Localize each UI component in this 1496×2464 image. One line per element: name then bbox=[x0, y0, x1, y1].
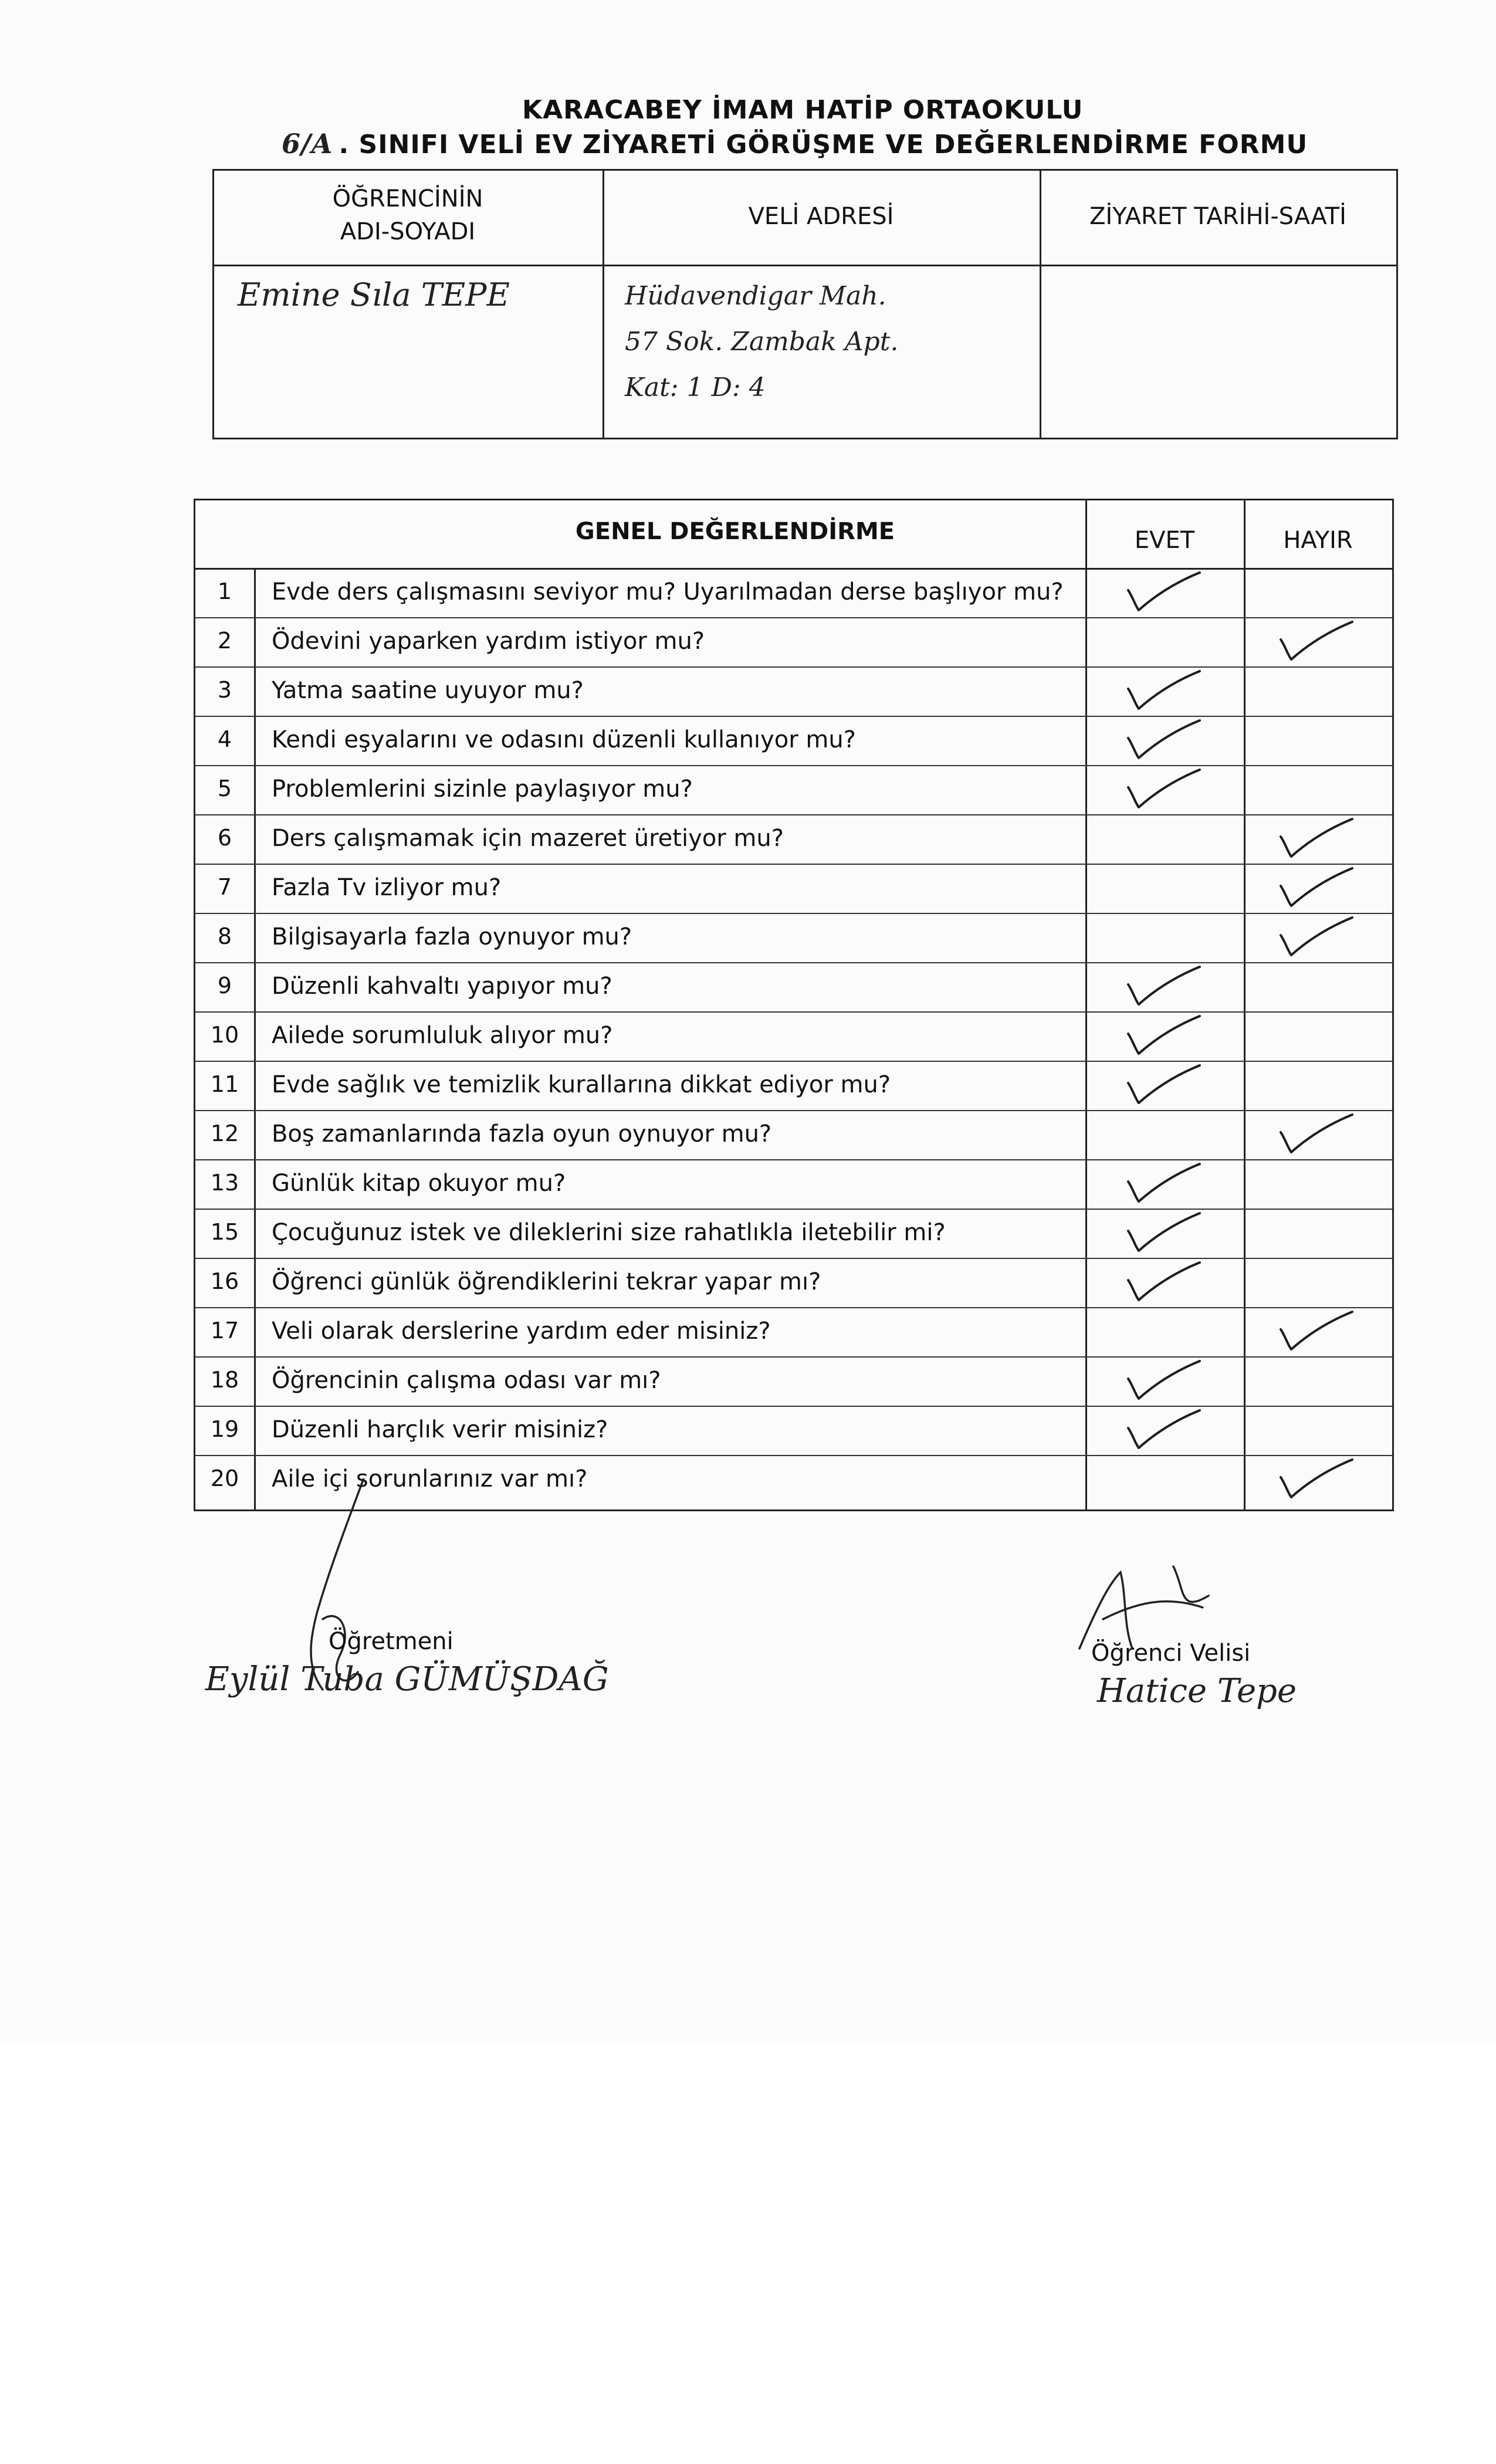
checkmark-yes-icon bbox=[1122, 956, 1204, 1009]
checkmark-no-icon bbox=[1275, 808, 1357, 861]
row-number: 8 bbox=[217, 923, 232, 949]
checkmark-stroke bbox=[1128, 1263, 1200, 1300]
checkmark-stroke bbox=[1128, 573, 1200, 610]
row-question: Düzenli harçlık verir misiniz? bbox=[272, 1416, 608, 1443]
evaluation-title: GENEL DEĞERLENDİRME bbox=[575, 518, 895, 545]
evaluation-row bbox=[195, 1307, 1392, 1358]
evaluation-row bbox=[195, 1209, 1392, 1259]
row-question: Ders çalışmamak için mazeret üretiyor mu? bbox=[272, 825, 784, 852]
checkmark-stroke bbox=[1281, 1460, 1352, 1497]
row-number: 6 bbox=[217, 825, 232, 851]
row-question: Günlük kitap okuyor mu? bbox=[272, 1170, 566, 1197]
evaluation-row bbox=[195, 913, 1392, 963]
checkmark-yes-icon bbox=[1122, 1400, 1204, 1453]
checkmark-yes-icon bbox=[1122, 1006, 1204, 1058]
checkmark-no-icon bbox=[1275, 1301, 1357, 1354]
checkmark-yes-icon bbox=[1122, 1351, 1204, 1403]
evaluation-header bbox=[195, 500, 1392, 570]
parent-label: Öğrenci Velisi bbox=[1091, 1640, 1251, 1667]
row-question: Veli olarak derslerine yardım eder misiniz? bbox=[272, 1318, 771, 1345]
row-question: Aile içi sorunlarınız var mı? bbox=[272, 1465, 588, 1492]
checkmark-stroke bbox=[1128, 770, 1200, 807]
row-question: Öğrencinin çalışma odası var mı? bbox=[272, 1367, 661, 1394]
checkmark-yes-icon bbox=[1122, 562, 1204, 615]
row-number: 17 bbox=[210, 1318, 239, 1343]
address-line-1: Hüdavendigar Mah. bbox=[625, 281, 886, 311]
evaluation-row bbox=[195, 1159, 1392, 1210]
row-number: 7 bbox=[217, 874, 232, 900]
header-parent-address: VELİ ADRESİ bbox=[748, 203, 894, 230]
row-number: 13 bbox=[210, 1170, 239, 1196]
row-number: 9 bbox=[217, 973, 232, 999]
row-question: Öğrenci günlük öğrendiklerini tekrar yapar mı? bbox=[272, 1268, 821, 1295]
row-question: Kendi eşyalarını ve odasını düzenli kullanıyor mu? bbox=[272, 726, 856, 753]
general-evaluation-table bbox=[194, 499, 1394, 1511]
row-number: 12 bbox=[210, 1121, 239, 1146]
address-line-3: Kat: 1 D: 4 bbox=[625, 373, 766, 402]
row-question: Bilgisayarla fazla oynuyor mu? bbox=[272, 923, 632, 950]
checkmark-stroke bbox=[1128, 1164, 1200, 1201]
row-number: 20 bbox=[210, 1465, 239, 1491]
row-number: 18 bbox=[210, 1367, 239, 1393]
row-number: 5 bbox=[217, 776, 232, 801]
checkmark-stroke bbox=[1128, 671, 1200, 709]
teacher-label: Öğretmeni bbox=[329, 1628, 453, 1655]
evaluation-row bbox=[195, 716, 1392, 766]
checkmark-yes-icon bbox=[1122, 1203, 1204, 1255]
evaluation-row bbox=[195, 617, 1392, 668]
row-question: Ödevini yaparken yardım istiyor mu? bbox=[272, 628, 705, 655]
school-name: KARACABEY İMAM HATİP ORTAOKULU bbox=[522, 95, 1084, 125]
checkmark-stroke bbox=[1128, 1410, 1200, 1448]
header-visit-datetime: ZİYARET TARİHİ-SAATİ bbox=[1089, 203, 1346, 230]
evaluation-row bbox=[195, 1110, 1392, 1160]
checkmark-yes-icon bbox=[1122, 661, 1204, 713]
evaluation-row bbox=[195, 1061, 1392, 1111]
checkmark-no-icon bbox=[1275, 858, 1357, 911]
row-number: 3 bbox=[217, 677, 232, 703]
checkmark-yes-icon bbox=[1122, 759, 1204, 812]
class-handwritten: 6/A bbox=[282, 128, 333, 160]
row-number: 15 bbox=[210, 1219, 239, 1245]
checkmark-stroke bbox=[1281, 819, 1352, 857]
row-number: 1 bbox=[217, 578, 232, 604]
no-column-header: HAYIR bbox=[1283, 527, 1353, 554]
header-student-name: ÖĞRENCİNİN ADI-SOYADI bbox=[332, 185, 483, 245]
evaluation-row bbox=[195, 814, 1392, 865]
row-question: Düzenli kahvaltı yapıyor mu? bbox=[272, 973, 612, 1000]
row-number: 2 bbox=[217, 628, 232, 654]
evaluation-row bbox=[195, 1011, 1392, 1062]
checkmark-yes-icon bbox=[1122, 1252, 1204, 1305]
checkmark-stroke bbox=[1128, 967, 1200, 1004]
checkmark-stroke bbox=[1128, 1065, 1200, 1103]
checkmark-stroke bbox=[1281, 1115, 1352, 1152]
checkmark-yes-icon bbox=[1122, 1055, 1204, 1108]
row-question: Ailede sorumluluk alıyor mu? bbox=[272, 1022, 613, 1049]
checkmark-no-icon bbox=[1275, 611, 1357, 664]
checkmark-no-icon bbox=[1275, 1104, 1357, 1157]
row-question: Evde ders çalışmasını seviyor mu? Uyarılmadan derse başlıyor mu? bbox=[272, 578, 1064, 605]
evaluation-row bbox=[195, 962, 1392, 1013]
form-title-text: . SINIFI VELİ EV ZİYARETİ GÖRÜŞME VE DEĞERLENDİRME FORMU bbox=[339, 130, 1308, 160]
row-question: Çocuğunuz istek ve dileklerini size rahatlıkla iletebilir mi? bbox=[272, 1219, 946, 1246]
row-question: Fazla Tv izliyor mu? bbox=[272, 874, 502, 901]
yes-column-header: EVET bbox=[1134, 527, 1195, 554]
parent-address-value bbox=[625, 273, 1030, 411]
row-number: 4 bbox=[217, 726, 232, 752]
row-question: Yatma saatine uyuyor mu? bbox=[272, 677, 584, 704]
checkmark-stroke bbox=[1281, 868, 1352, 906]
evaluation-row bbox=[195, 864, 1392, 914]
checkmark-stroke bbox=[1128, 1213, 1200, 1251]
checkmark-stroke bbox=[1128, 1361, 1200, 1399]
checkmark-stroke bbox=[1281, 622, 1352, 659]
form-title bbox=[282, 128, 1308, 160]
evaluation-row bbox=[195, 568, 1392, 618]
checkmark-yes-icon bbox=[1122, 710, 1204, 763]
checkmark-yes-icon bbox=[1122, 1153, 1204, 1206]
parent-name: Hatice Tepe bbox=[1097, 1672, 1297, 1710]
checkmark-no-icon bbox=[1275, 907, 1357, 960]
checkmark-stroke bbox=[1128, 720, 1200, 758]
student-name-value: Emine Sıla TEPE bbox=[238, 276, 510, 313]
row-number: 10 bbox=[210, 1022, 239, 1048]
checkmark-stroke bbox=[1128, 1016, 1200, 1054]
evaluation-row bbox=[195, 666, 1392, 717]
row-question: Evde sağlık ve temizlik kurallarına dikkat ediyor mu? bbox=[272, 1071, 891, 1098]
row-number: 11 bbox=[210, 1071, 239, 1097]
evaluation-row bbox=[195, 1258, 1392, 1308]
address-line-2: 57 Sok. Zambak Apt. bbox=[625, 327, 899, 357]
row-question: Boş zamanlarında fazla oyun oynuyor mu? bbox=[272, 1121, 772, 1148]
student-info-table bbox=[212, 169, 1398, 439]
info-header-divider bbox=[214, 265, 1396, 266]
checkmark-stroke bbox=[1281, 1312, 1352, 1349]
checkmark-stroke bbox=[1281, 918, 1352, 955]
evaluation-row bbox=[195, 1356, 1392, 1407]
checkmark-no-icon bbox=[1275, 1449, 1357, 1502]
row-number: 16 bbox=[210, 1268, 239, 1294]
teacher-name: Eylül Tuba GÜMÜŞDAĞ bbox=[205, 1660, 609, 1698]
row-number: 19 bbox=[210, 1416, 239, 1442]
evaluation-row bbox=[195, 1406, 1392, 1456]
evaluation-row bbox=[195, 765, 1392, 815]
row-question: Problemlerini sizinle paylaşıyor mu? bbox=[272, 776, 693, 803]
